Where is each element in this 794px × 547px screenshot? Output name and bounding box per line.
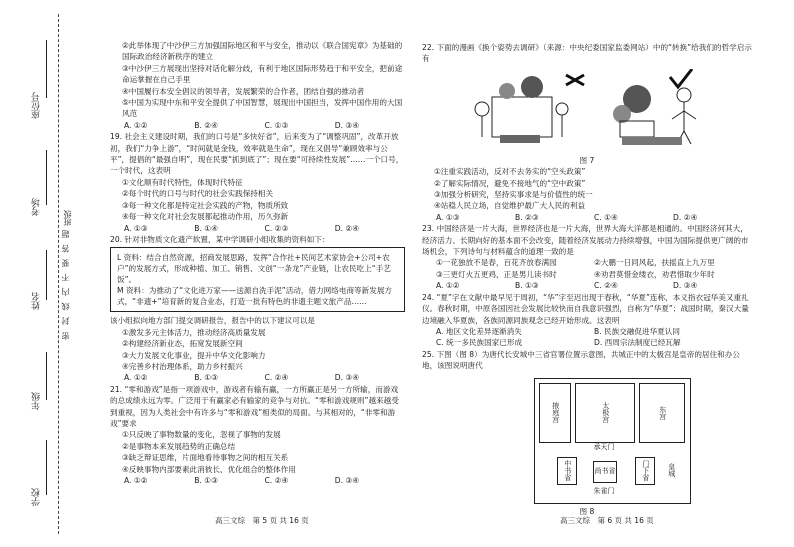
q19-option-b[interactable]: B. ①④ bbox=[194, 223, 218, 233]
q21-option-a[interactable]: A. ①② bbox=[124, 476, 148, 485]
q19-option-d[interactable]: D. ②④ bbox=[334, 223, 360, 233]
q21-options bbox=[110, 475, 405, 486]
exam-room-label: 考场 bbox=[32, 198, 42, 216]
q22-item-1: ①注重实践活动，反对不去务实的“空头政策” bbox=[434, 167, 586, 177]
map-label-zhongshu: 中书省 bbox=[557, 457, 577, 485]
grade-label: 年级 bbox=[32, 392, 42, 410]
right-page-footer: 高三文综 第 6 页 共 16 页 bbox=[560, 516, 654, 525]
q18-item-4: ④中国履行本安全倡议的领导者，发展繁荣的合作者，团结自强的推动者 bbox=[122, 86, 365, 96]
seat-label: 座位号 bbox=[32, 92, 42, 119]
exam-room-underline bbox=[46, 150, 47, 205]
map-label-donggong: 东宫 bbox=[639, 383, 685, 443]
q19-option-a[interactable]: A. ①③ bbox=[124, 223, 148, 233]
q21-option-b[interactable]: B. ①③ bbox=[194, 476, 218, 485]
q23-item-3: ③三更灯火五更鸡，正是男儿读书时 bbox=[436, 269, 557, 279]
q21-item-4: ④反映事物内部要素此消彼长、优化组合的整体作用 bbox=[122, 464, 296, 474]
q20-item-3: ③大力发展文化事业，提升中华文化影响力 bbox=[122, 350, 266, 360]
q21-item-2: ②是事物本来发展趋势的正确总结 bbox=[122, 441, 236, 451]
q24-options-row-1 bbox=[422, 326, 752, 337]
q23-option-a[interactable]: A. ①② bbox=[436, 281, 460, 291]
q20-item-1: ①激发多元主体活力，推动经济高质量发展 bbox=[122, 327, 266, 337]
q20-stem: 20. 针对非物质文化遗产软置，某中学调研小组收集的资料如下： bbox=[110, 234, 330, 244]
q18-item-5: ⑤中国为实现中东和平安全提供了中国智慧，展现出中国担当，发挥中国作用的大国风范 bbox=[122, 98, 403, 119]
map-label-menxia: 门下省 bbox=[635, 457, 655, 485]
q20-item-2: ②构建经济新业态，拓宽发展新空间 bbox=[122, 339, 243, 349]
q20-ask: 该小组拟向地方部门提交调研报告，报告中的以下建议可以是 bbox=[110, 316, 316, 326]
q23-option-b[interactable]: B. ①③ bbox=[515, 281, 539, 291]
q22-options bbox=[422, 212, 752, 223]
q24-option-b[interactable]: B. 民族交融促进华夏认同 bbox=[594, 326, 680, 336]
q24-options-row-2 bbox=[422, 337, 752, 348]
q22-item-4: ④站稳人民立场，自觉维护最广大人民的利益 bbox=[434, 201, 586, 211]
figure-8-caption: 图 8 bbox=[579, 506, 595, 516]
q23-option-d[interactable]: D. ③④ bbox=[673, 281, 698, 291]
q19-item-1: ①文化顺有时代特性，体现时代特征 bbox=[122, 177, 243, 187]
q22-option-d[interactable]: D. ②④ bbox=[673, 212, 698, 222]
q22-stem: 22. 下面的漫画《换个姿势去调研》（来源：中央纪委国家监委网站）中的“转换”给我们的哲学启示有 bbox=[422, 43, 752, 64]
q18-item-2: ②此举体现了中沙伊三方加强国际地区和平与安全，推动以《联合国宪章》为基础的国际政治经济新秩序的建立 bbox=[122, 41, 403, 62]
q23-option-c[interactable]: C. ②④ bbox=[594, 281, 618, 291]
seal-line-notice: 密 封 线 内 不 要 答 题 bbox=[61, 228, 70, 340]
q20-options bbox=[110, 372, 405, 383]
q22-option-c[interactable]: C. ①④ bbox=[594, 212, 618, 222]
q18-option-b[interactable]: B. ②④ bbox=[194, 120, 218, 130]
name-underline bbox=[46, 250, 47, 300]
right-page-column bbox=[422, 42, 752, 517]
map-label-huangcheng: 皇城 bbox=[667, 462, 676, 477]
q18-options bbox=[110, 120, 405, 131]
cartoon-figure-7 bbox=[422, 69, 752, 151]
school-label: 学校 bbox=[32, 488, 42, 506]
q19-option-c[interactable]: C. ②③ bbox=[264, 223, 289, 233]
name-label: 姓名 bbox=[32, 292, 42, 310]
q18-option-a[interactable]: A. ①② bbox=[124, 120, 148, 130]
q19-options bbox=[110, 223, 405, 234]
cartoon-illustration bbox=[422, 69, 752, 151]
map-label-chengtian: 承天门 bbox=[593, 442, 615, 451]
q21-stem: 21. “零和游戏”是指一项游戏中，游戏者有输有赢，一方所赢正是另一方所输，而游戏的总成绩永远为零。广泛用于有赢家必有输家的竞争与对抗。“零和游戏规则”越来越受到重视，因为人类社会中有许多与“零和游戏”相类似的局面。与其相对的，“非零和游戏”要求 bbox=[110, 384, 399, 428]
q20-option-a[interactable]: A. ①② bbox=[124, 373, 148, 383]
q21-option-c[interactable]: C. ②④ bbox=[264, 476, 289, 485]
q24-stem: 24. “夏”字在文献中最早见于周初，“华”字至迟出现于春秋，“华夏”连称，本义指衣冠华美又重礼仪。春秋时期，中原各国因社会发展比较快而自我意识强烈，自称为“华夏”；战国时期，秦汉大量边境融入华夏族，各族同源同族观念已经开始形成。这表明 bbox=[422, 292, 749, 325]
q20-option-d[interactable]: D. ③④ bbox=[334, 373, 360, 383]
q21-item-1: ①只反映了事物数量的变化，忽视了事物的发展 bbox=[122, 430, 281, 440]
q23-options bbox=[422, 280, 752, 291]
q18-option-d[interactable]: D. ③④ bbox=[334, 120, 360, 130]
seat-underline bbox=[46, 40, 47, 98]
q21-item-3: ③缺乏辩证思维，片面地看待事物之间的相互关系 bbox=[122, 453, 289, 463]
q20-item-4: ④完善乡村治理体系，助力乡村振兴 bbox=[122, 361, 243, 371]
q23-items-row-2 bbox=[422, 269, 752, 280]
q23-stem: 23. 中国经济是一片大海，世界经济也是一片大海，世界大海大洋都是相通的。中国经济何其大，经济活力、长期向好的基本面不会改变，随着经济发展动力持续增强，中国为国际提供更广阔的市场机会，下列诗句与材料蕴含的道理一致的是 bbox=[422, 224, 749, 257]
map-label-yeting: 掖庭宫 bbox=[539, 383, 571, 443]
map-label-taiji: 太极宫 bbox=[575, 383, 635, 443]
school-underline bbox=[46, 440, 47, 495]
q18-item-3: ③中沙伊三方展现出坚持对话化解分歧，有利于地区国际形势趋于和平安全，把前途命运掌握在自己手里 bbox=[122, 63, 403, 85]
class-label: 班级 bbox=[63, 210, 72, 226]
q22-item-3: ③加强分析研究，坚持实事求是与价值性的统一 bbox=[434, 190, 593, 200]
q19-item-2: ②每个时代的口号与时代的社会实践保持相关 bbox=[122, 189, 274, 199]
q18-option-c[interactable]: C. ①③ bbox=[264, 120, 289, 130]
q22-option-a[interactable]: A. ①③ bbox=[436, 212, 460, 222]
q19-stem: 19. 社会主义建设时期，我们的口号是“多快好省”，后来变为了“调整巩固”，改革开放初，我们“力争上游”，“时间就是金钱，效率就是生命”，现在又倡导“兼顾效率与公平”，提倡的“最强自明”，现在民要“抓到底了”；现在要“可持续性发展”……一个口号，一个时代，这表明 bbox=[110, 132, 404, 176]
seal-dashed-line bbox=[58, 14, 59, 534]
map-label-shangshu: 尚书省 bbox=[593, 461, 617, 483]
q23-item-4: ④劝君莫惜金缕衣，劝君惜取少年时 bbox=[594, 269, 715, 279]
map-label-zhuque: 朱雀门 bbox=[593, 486, 615, 495]
q22-option-b[interactable]: B. ②③ bbox=[515, 212, 539, 222]
q20-material-l: L 资料：结合自然资源，招商发展思路，发挥“合作社+民间艺术家协会+公司+农户”的发展方式，形成种植、加工、销售、文创“一条龙”产业链，让农民吃上“手艺饭”。 bbox=[117, 253, 391, 285]
q24-option-a[interactable]: A. 地区文化差异逐渐消失 bbox=[436, 326, 522, 336]
tang-changan-map bbox=[534, 378, 691, 504]
q23-item-2: ②大鹏一日同风起，扶摇直上九万里 bbox=[594, 258, 715, 268]
q24-option-d[interactable]: D. 西周宗法制度已经瓦解 bbox=[594, 338, 681, 348]
q20-option-b[interactable]: B. ①③ bbox=[194, 373, 218, 383]
q20-material-box bbox=[110, 247, 405, 312]
left-page-footer: 高三文综 第 5 页 共 16 页 bbox=[215, 516, 309, 525]
q21-option-d[interactable]: D. ③④ bbox=[334, 476, 360, 485]
q23-items-row-1 bbox=[422, 257, 752, 268]
figure-7-caption: 图 7 bbox=[579, 155, 595, 165]
q20-material-m: M 资料：为推动了“文化进万家——送源自洗手泥”活动，借力网络电商等新发展方式，“非遗+”培育新的复合业态，打造一批有特色的非遗主题文旅产品…… bbox=[117, 286, 393, 307]
q23-item-1: ①一花独放不是春，百花齐放春满园 bbox=[436, 258, 557, 268]
binding-margin bbox=[0, 0, 72, 547]
left-page-column bbox=[110, 40, 405, 486]
q24-option-c[interactable]: C. 统一多民族国家已形成 bbox=[436, 338, 523, 348]
grade-underline bbox=[46, 352, 47, 400]
q19-item-4: ④每一种文化对社会发展都起推动作用，历久弥新 bbox=[122, 212, 289, 222]
q19-item-3: ③每一种文化都是特定社会实践的产物，物质所致 bbox=[122, 200, 289, 210]
q25-stem: 25. 下图（图 8）为唐代长安城中三省官署位置示意图，共城正中的太极宫是皇帝的居住和办公地，该图说明唐代 bbox=[422, 349, 740, 371]
q22-item-2: ②了解实际情况，避免不接地气的“空中政策” bbox=[434, 178, 586, 188]
q20-option-c[interactable]: C. ②④ bbox=[264, 373, 289, 383]
